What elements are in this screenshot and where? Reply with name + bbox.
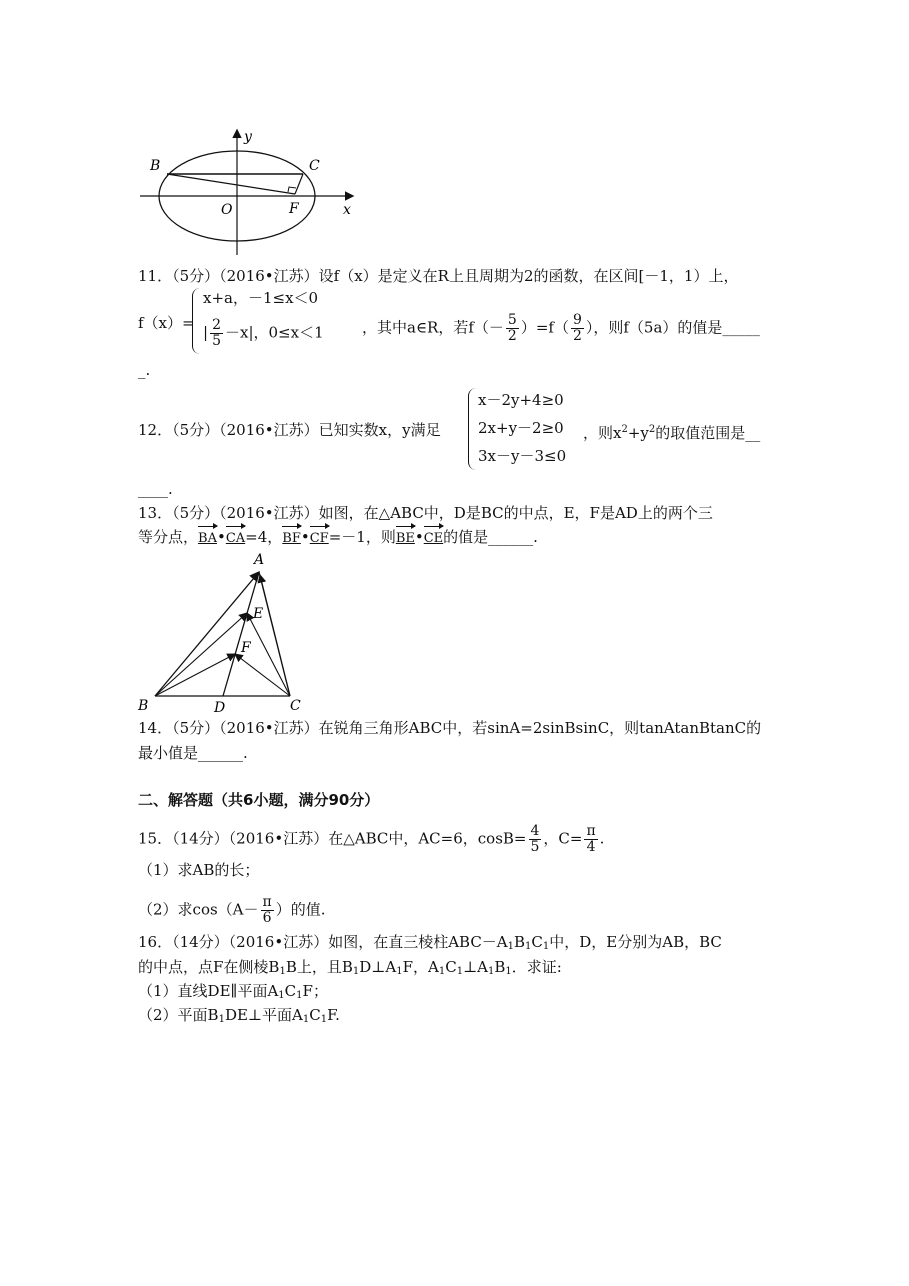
q16-s2: 1: [525, 941, 532, 952]
section-heading: 二、解答题（共6小题，满分90分）: [138, 791, 380, 809]
q12-brace: [468, 388, 477, 470]
tri-label-a: A: [254, 552, 265, 568]
q11-frac1-d: 2: [507, 328, 517, 344]
tri-ca-vec: [260, 575, 290, 696]
vector-ce: CE: [424, 529, 443, 549]
dot-op-1: •: [216, 528, 226, 546]
q16-l2h: ．求证:: [511, 958, 562, 976]
q13-l2d: 的值是______.: [443, 528, 538, 546]
tri-ba: [155, 572, 259, 696]
q12-suffix-c: 的取值范围是__: [655, 424, 761, 442]
q16-s1: 1: [507, 941, 515, 952]
q15-p2b: ）的值.: [275, 900, 326, 919]
q11-case2-frac-n: 2: [212, 317, 221, 333]
q15-p2a: （2）求cos（A－: [138, 900, 259, 919]
q16-p2s1: 1: [218, 1014, 225, 1025]
q15-cos-n: 4: [530, 823, 540, 839]
q16-l2b: B上，且B: [285, 958, 353, 976]
q16-l1b: B: [514, 933, 526, 951]
q16-part1: [138, 981, 328, 1006]
q11-case1: x+a，－1≤x＜0: [203, 289, 319, 307]
q11-brace: [192, 288, 201, 354]
q16-p2b: DE⊥平面A: [224, 1006, 303, 1024]
q11-frac2: [571, 313, 584, 344]
q16-l1c: C: [531, 933, 543, 951]
q13-l2b: =4，: [245, 528, 283, 546]
q16-p1s1: 1: [278, 990, 285, 1001]
vector-ca: CA: [226, 529, 245, 549]
q16-p1c: F；: [302, 982, 328, 1000]
q16-p1s2: 1: [296, 990, 303, 1001]
q12-line2: ____.: [138, 480, 173, 498]
tri-label-d: D: [214, 700, 226, 716]
tri-da: [223, 572, 259, 696]
q15-cos-frac: [529, 824, 542, 855]
q16-p2d: F.: [327, 1006, 340, 1024]
q11-mid2: ）=f（: [520, 318, 569, 337]
q16-p1a: （1）直线DE∥平面A: [138, 982, 279, 1000]
vector-bf: BF: [282, 529, 301, 549]
q11-line3: _.: [138, 361, 151, 379]
q15-l1a: 15．（14分）（2016•江苏）在△ABC中，AC=6，cosB=: [138, 829, 527, 848]
q11-frac1-n: 5: [507, 312, 517, 328]
q12-sup1: 2: [621, 424, 628, 435]
q16-p1b: C: [284, 982, 297, 1000]
q16-p2a: （2）平面B: [138, 1006, 219, 1024]
vector-cf: CF: [310, 529, 329, 549]
q11-case2-abs: |: [203, 323, 209, 342]
label-c: C: [309, 158, 320, 174]
q16-s9: 1: [488, 966, 495, 977]
q16-part2: [138, 1005, 340, 1030]
q15-c-frac: [584, 824, 597, 855]
segment-cf: [295, 174, 303, 194]
q15-l1b: ，C=: [543, 829, 583, 848]
q11-case2: [203, 318, 324, 349]
dot-op-3: •: [414, 528, 424, 546]
q16-l1a: 16．（14分）（2016•江苏）如图，在直三棱柱ABC－A: [138, 933, 508, 951]
q16-l2f: ⊥A: [463, 958, 489, 976]
q15-cos-d: 5: [530, 839, 540, 855]
q16-l2e: C: [445, 958, 457, 976]
q13-l2c: =－1，则: [328, 528, 396, 546]
q11-end: ），则f（5a）的值是_____: [585, 318, 760, 337]
q15-part2: [138, 895, 326, 926]
ellipse-figure: [130, 125, 370, 260]
q12-constraint2: 2x+y－2≥0: [478, 419, 564, 437]
label-f: F: [289, 201, 299, 217]
q16-l2d: F，A: [402, 958, 439, 976]
q16-s8: 1: [456, 966, 464, 977]
label-y: y: [244, 129, 252, 145]
q15-p2-frac: [261, 895, 274, 926]
q16-s5: 1: [352, 966, 360, 977]
q16-s10: 1: [505, 966, 512, 977]
q15-p2-n: π: [262, 894, 272, 910]
tri-cf: [235, 654, 290, 696]
q12-suffix: [583, 420, 760, 443]
q15-line1: [138, 824, 604, 855]
q11-frac2-d: 2: [572, 328, 582, 344]
q12-suffix-b: +y: [627, 424, 649, 442]
q16-l2c: D⊥A: [359, 958, 397, 976]
q16-s4: 1: [279, 966, 286, 977]
triangle-figure: [135, 548, 315, 716]
q12-suffix-a: ，则x: [583, 424, 622, 442]
q11-mid: ，其中a∈R，若f（－: [362, 318, 504, 337]
q15-c-n: π: [586, 823, 596, 839]
tri-label-e: E: [253, 606, 264, 622]
q15-c-d: 4: [586, 839, 596, 855]
q16-l2g: B: [494, 958, 506, 976]
q15-part1: （1）求AB的长；: [138, 861, 260, 879]
q16-s6: 1: [396, 966, 403, 977]
q16-p2s2: 1: [302, 1014, 310, 1025]
right-angle-mark: [288, 187, 296, 192]
q16-p2c: C: [309, 1006, 321, 1024]
q12-constraint1: x－2y+4≥0: [478, 391, 564, 409]
q14-line2: 最小值是______.: [138, 744, 248, 762]
q12-constraint3: 3x－y－3≤0: [478, 447, 567, 465]
q11-frac1: [506, 313, 519, 344]
q13-line2: [138, 527, 538, 549]
q16-line2: [138, 957, 562, 982]
q11-frac2-n: 9: [572, 312, 582, 328]
tri-ce: [247, 613, 290, 696]
label-x: x: [343, 202, 351, 218]
vector-ba: BA: [198, 529, 217, 549]
q13-l2a: 等分点，: [138, 528, 199, 546]
q16-s7: 1: [438, 966, 446, 977]
q16-s3: 1: [542, 941, 550, 952]
q16-l2a: 的中点，点F在侧棱B: [138, 958, 280, 976]
label-o: O: [221, 202, 233, 218]
tri-label-b: B: [138, 698, 149, 714]
q12-prefix: 12．（5分）（2016•江苏）已知实数x，y满足: [138, 421, 441, 439]
q11-line1: 11．（5分）（2016•江苏）设f（x）是定义在R上且周期为2的函数，在区间[－1，1）上，: [138, 267, 739, 285]
tri-label-f: F: [241, 640, 251, 656]
q16-p2s3: 1: [320, 1014, 328, 1025]
q11-case2-frac: [210, 318, 223, 349]
q11-condition: [362, 313, 760, 344]
q15-p2-d: 6: [262, 910, 272, 926]
segment-bf: [167, 174, 295, 194]
q11-case2-frac-d: 5: [212, 333, 221, 349]
q11-fx-prefix: f（x）=: [138, 314, 195, 332]
q15-l1c: .: [599, 829, 605, 848]
q12-sup2: 2: [648, 424, 656, 435]
label-b: B: [150, 158, 161, 174]
q16-l1d: 中，D，E分别为AB，BC: [549, 933, 722, 951]
dot-op-2: •: [300, 528, 310, 546]
q11-case2-rest: －x|，0≤x＜1: [224, 323, 324, 342]
q16-line1: [138, 932, 722, 957]
vector-be: BE: [396, 529, 415, 549]
tri-label-c: C: [290, 698, 301, 714]
q13-line1: 13．（5分）（2016•江苏）如图，在△ABC中，D是BC的中点，E，F是AD上的两个三: [138, 504, 713, 522]
q14-line1: 14．（5分）（2016•江苏）在锐角三角形ABC中，若sinA=2sinBsinC，则tanAtanBtanC的: [138, 719, 762, 737]
